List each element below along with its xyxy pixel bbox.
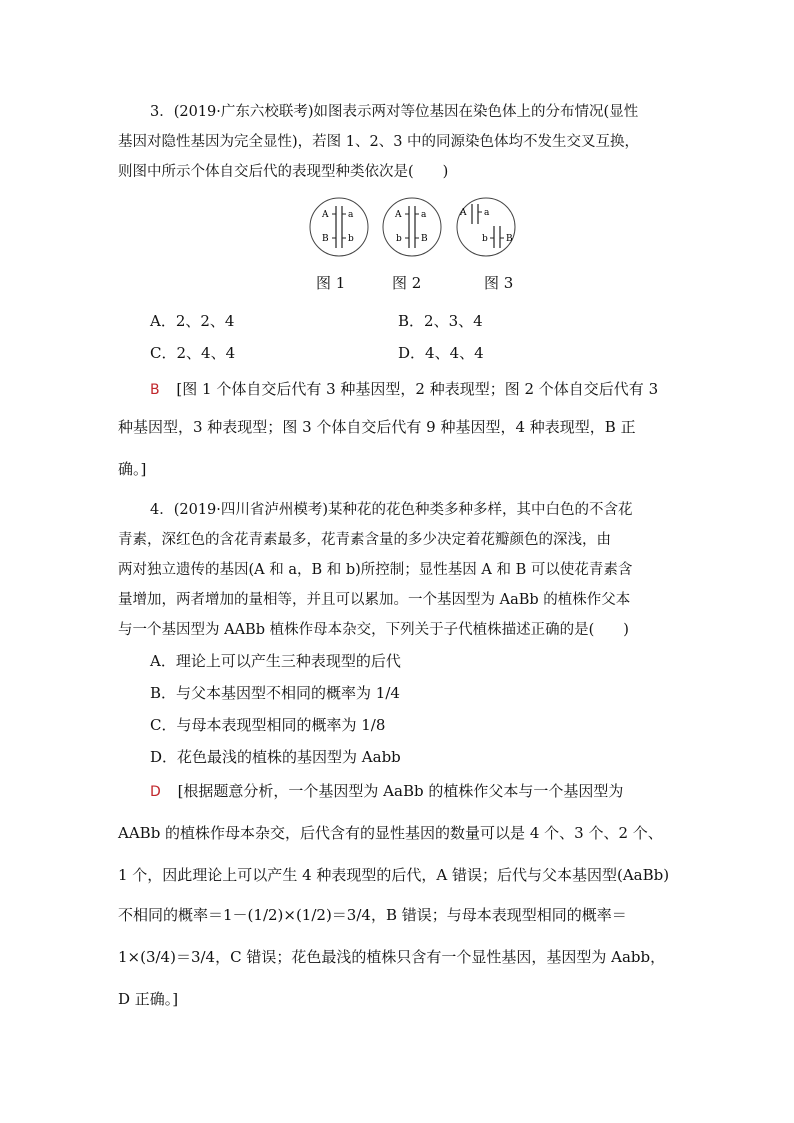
fig2-label-B: B bbox=[421, 234, 428, 244]
fig1-label-A: A bbox=[322, 210, 329, 220]
fig2-label-A: A bbox=[395, 210, 402, 220]
q4-stem-line-4: 量增加，两者增加的量相等，并且可以累加。一个基因型为 AaBb 的植株作父本 bbox=[118, 592, 631, 608]
q3-explanation-line-2: 种基因型，3 种表现型；图 3 个体自交后代有 9 种基因型，4 种表现型，B 正 bbox=[118, 418, 636, 436]
figure-2-cell bbox=[383, 198, 441, 256]
q3-explanation-text-1: [图 1 个体自交后代有 3 种基因型，2 种表现型；图 2 个体自交后代有 3 bbox=[176, 380, 659, 398]
fig1-label-b: b bbox=[348, 234, 354, 244]
q4-explanation-line-1 bbox=[150, 780, 623, 801]
fig2-label-b: b bbox=[396, 234, 402, 244]
q3-explanation-line-3: 确。] bbox=[118, 460, 147, 478]
q3-option-c: C．2、4、4 bbox=[150, 344, 236, 362]
q3-answer-letter: B bbox=[150, 382, 160, 398]
q4-stem-line-3: 两对独立遗传的基因(A 和 a，B 和 b)所控制；显性基因 A 和 B 可以使花青素含 bbox=[118, 562, 633, 578]
figure-3-label: 图 3 bbox=[484, 274, 514, 292]
fig1-label-a: a bbox=[348, 210, 354, 220]
q4-answer-letter: D bbox=[150, 784, 161, 800]
figure-3-cell bbox=[457, 198, 515, 256]
q4-explanation-line-5: 1×(3/4)＝3/4，C 错误；花色最浅的植株只含有一个显性基因，基因型为 Aabb， bbox=[118, 948, 666, 966]
q4-explanation-text-1: [根据题意分析，一个基因型为 AaBb 的植株作父本与一个基因型为 bbox=[177, 782, 624, 800]
fig3-label-A: A bbox=[460, 208, 467, 218]
q3-stem-line-2: 基因对隐性基因为完全显性)，若图 1、2、3 中的同源染色体均不发生交叉互换， bbox=[118, 134, 640, 150]
figure-1-cell bbox=[310, 198, 368, 256]
q4-stem-line-5: 与一个基因型为 AABb 植株作母本杂交，下列关于子代植株描述正确的是( ) bbox=[118, 622, 629, 638]
fig1-label-B: B bbox=[322, 234, 329, 244]
q3-option-b: B．2、3、4 bbox=[398, 312, 483, 330]
q4-stem-line-1: 4．(2019·四川省泸州模考)某种花的花色种类多种多样，其中白色的不含花 bbox=[150, 502, 633, 518]
fig3-label-a: a bbox=[484, 208, 490, 218]
fig3-label-B: B bbox=[506, 234, 513, 244]
q3-option-d: D．4、4、4 bbox=[398, 344, 484, 362]
chromosome-figure bbox=[308, 196, 518, 258]
figure-2-label: 图 2 bbox=[392, 274, 422, 292]
q4-option-b: B．与父本基因型不相同的概率为 1/4 bbox=[150, 684, 400, 702]
q4-explanation-line-4: 不相同的概率＝1－(1/2)×(1/2)＝3/4，B 错误；与母本表现型相同的概率＝ bbox=[118, 906, 627, 924]
figure-1-label: 图 1 bbox=[316, 274, 346, 292]
q3-option-a: A．2、2、4 bbox=[150, 312, 235, 330]
fig2-label-a: a bbox=[421, 210, 427, 220]
q3-explanation-line-1 bbox=[150, 378, 658, 399]
fig3-label-b: b bbox=[482, 234, 488, 244]
q4-explanation-line-3: 1 个，因此理论上可以产生 4 种表现型的后代，A 错误；后代与父本基因型(AaBb) bbox=[118, 866, 670, 884]
q4-explanation-line-6: D 正确。] bbox=[118, 990, 179, 1008]
q3-stem-line-3: 则图中所示个体自交后代的表现型种类依次是( ) bbox=[118, 164, 449, 180]
q4-option-c: C．与母本表现型相同的概率为 1/8 bbox=[150, 716, 386, 734]
q4-option-d: D．花色最浅的植株的基因型为 Aabb bbox=[150, 748, 401, 766]
q4-option-a: A．理论上可以产生三种表现型的后代 bbox=[150, 652, 401, 670]
q4-stem-line-2: 青素，深红色的含花青素最多，花青素含量的多少决定着花瓣颜色的深浅，由 bbox=[118, 532, 611, 548]
q3-stem-line-1: 3．(2019·广东六校联考)如图表示两对等位基因在染色体上的分布情况(显性 bbox=[150, 104, 639, 120]
q4-explanation-line-2: AABb 的植株作母本杂交，后代含有的显性基因的数量可以是 4 个、3 个、2 个、 bbox=[118, 824, 663, 842]
